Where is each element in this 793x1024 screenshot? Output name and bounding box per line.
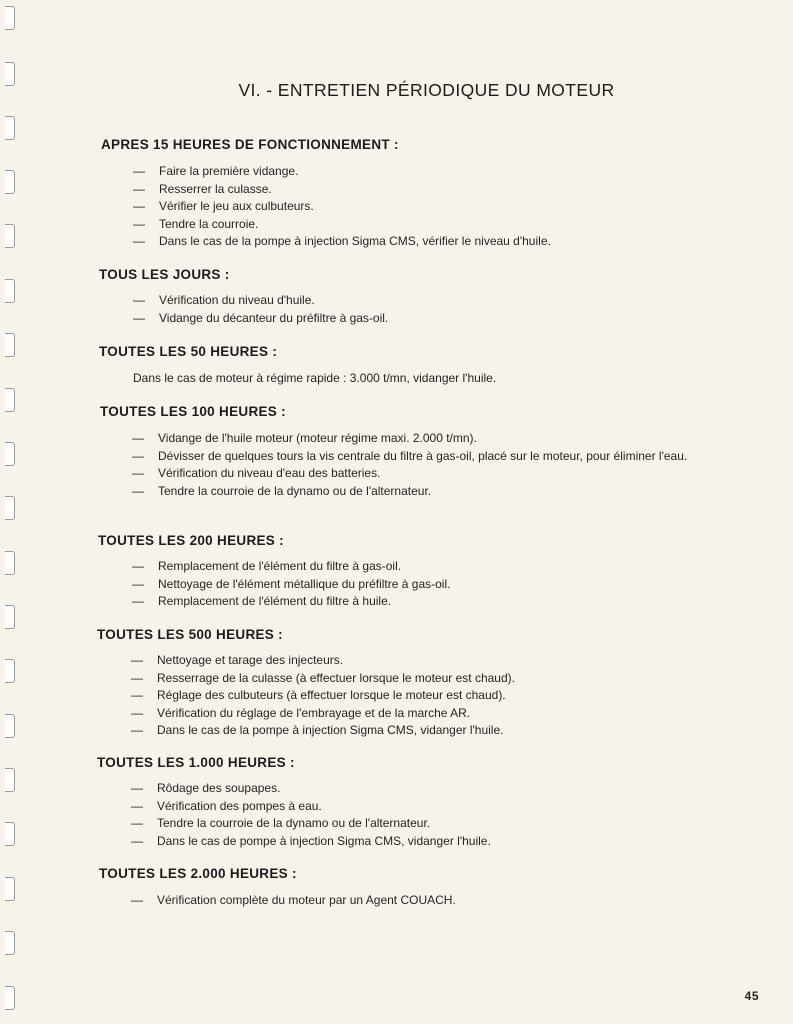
section-heading: TOUTES LES 50 HEURES :: [99, 344, 278, 359]
binding-hole: [5, 605, 15, 629]
dash: —: [131, 893, 143, 907]
dash: —: [133, 181, 145, 196]
item-text: Vérifier le jeu aux culbuteurs.: [159, 199, 314, 214]
binding-hole: [5, 442, 15, 466]
section-heading: TOUTES LES 2.000 HEURES :: [99, 866, 297, 881]
binding-hole: [5, 116, 15, 140]
binding-hole: [5, 496, 15, 520]
dash: —: [131, 670, 143, 685]
item-text: Dans le cas de pompe à injection Sigma CMS, vidanger l'huile.: [157, 833, 491, 848]
list-item: [133, 233, 551, 251]
item-text: Vérification complète du moteur par un Agent COUACH.: [157, 893, 456, 907]
page-number: 45: [744, 989, 759, 1003]
item-text: Remplacement de l'élément du filtre à gas-oil.: [158, 559, 402, 573]
item-text: Resserrer la culasse.: [159, 181, 272, 196]
list-item: [132, 465, 752, 483]
list-item: [133, 198, 551, 216]
item-text: Vidange du décanteur du préfiltre à gas-oil.: [159, 310, 389, 325]
dash: —: [131, 705, 143, 720]
dash: —: [132, 483, 144, 498]
item-text: Dans le cas de la pompe à injection Sigma CMS, vidanger l'huile.: [157, 723, 504, 738]
section-heading: TOUTES LES 500 HEURES :: [97, 627, 283, 642]
dash: —: [132, 576, 144, 591]
binding-hole: [5, 388, 15, 412]
binding-hole: [5, 333, 15, 357]
dash: —: [132, 466, 144, 481]
binding-hole: [5, 659, 15, 683]
page-title: VI. - ENTRETIEN PÉRIODIQUE DU MOTEUR: [238, 80, 615, 100]
list-item: [132, 558, 450, 576]
item-text: Vidange de l'huile moteur (moteur régime maxi. 2.000 t/mn).: [158, 431, 477, 445]
section-heading: APRES 15 HEURES DE FONCTIONNEMENT :: [101, 137, 399, 152]
binding-hole: [5, 224, 15, 248]
list-item: [131, 798, 491, 816]
item-text: Vérification du réglage de l'embrayage et de la marche AR.: [157, 705, 471, 720]
dash: —: [131, 688, 143, 703]
list-item: [133, 292, 388, 310]
list-item: [131, 652, 515, 670]
list-item: [131, 705, 515, 723]
list-item: [133, 310, 388, 328]
list-item: [132, 483, 752, 501]
binding-hole: [5, 6, 15, 30]
item-text: Nettoyage et tarage des injecteurs.: [157, 653, 344, 667]
list-item: [132, 430, 752, 448]
binding-hole: [5, 822, 15, 846]
list-item: [131, 670, 515, 688]
section-heading: TOUS LES JOURS :: [99, 267, 230, 282]
item-text: Dévisser de quelques tours la vis centrale du filtre à gas-oil, placé sur le moteur, pour éliminer l'eau.: [158, 448, 688, 463]
item-text: Resserrage de la culasse (à effectuer lorsque le moteur est chaud).: [157, 670, 515, 685]
item-text: Vérification du niveau d'huile.: [159, 293, 315, 307]
dash: —: [132, 559, 144, 573]
binding-hole: [5, 279, 15, 303]
dash: —: [131, 653, 143, 667]
dash: —: [131, 798, 143, 813]
binding-hole: [5, 551, 15, 575]
binding-hole: [5, 931, 15, 955]
item-text: Vérification du niveau d'eau des batteries.: [158, 466, 381, 481]
section-heading: TOUTES LES 200 HEURES :: [98, 533, 284, 548]
dash: —: [132, 594, 144, 609]
section-text: Dans le cas de moteur à régime rapide : 3.000 t/mn, vidanger l'huile.: [133, 371, 497, 385]
section-items: [133, 163, 551, 251]
dash: —: [133, 164, 145, 178]
binding-hole: [5, 714, 15, 738]
binding-hole: [5, 170, 15, 194]
list-item: [132, 576, 450, 594]
list-item: [131, 687, 515, 705]
item-text: Tendre la courroie de la dynamo ou de l'alternateur.: [157, 816, 431, 831]
binding-hole: [5, 877, 15, 901]
list-item: [131, 833, 491, 851]
dash: —: [133, 234, 145, 249]
item-text: Dans le cas de la pompe à injection Sigma CMS, vérifier le niveau d'huile.: [159, 234, 551, 249]
list-item: [133, 163, 551, 181]
list-item: [131, 722, 515, 740]
item-text: Réglage des culbuteurs (à effectuer lorsque le moteur est chaud).: [157, 688, 506, 703]
item-text: Faire la première vidange.: [159, 164, 299, 178]
item-text: Nettoyage de l'élément métallique du préfiltre à gas-oil.: [158, 576, 451, 591]
section-heading: TOUTES LES 100 HEURES :: [100, 404, 286, 419]
section-items: [131, 780, 491, 850]
dash: —: [131, 781, 143, 795]
section-items: [131, 892, 456, 910]
dash: —: [132, 448, 144, 463]
item-text: Rôdage des soupapes.: [157, 781, 281, 795]
dash: —: [133, 310, 145, 325]
list-item: [131, 815, 491, 833]
binding-hole: [5, 768, 15, 792]
dash: —: [132, 431, 144, 445]
dash: —: [131, 833, 143, 848]
dash: —: [133, 199, 145, 214]
item-text: Vérification des pompes à eau.: [157, 798, 322, 813]
section-items: [132, 558, 450, 611]
list-item: [133, 216, 551, 234]
list-item: [132, 593, 450, 611]
item-text: Remplacement de l'élément du filtre à huile.: [158, 594, 392, 609]
dash: —: [131, 723, 143, 738]
section-items: [133, 292, 388, 327]
dash: —: [133, 293, 145, 307]
section-heading: TOUTES LES 1.000 HEURES :: [97, 755, 295, 770]
spiral-binding: [0, 0, 22, 1024]
item-text: Tendre la courroie.: [159, 216, 259, 231]
dash: —: [133, 216, 145, 231]
list-item: [133, 181, 551, 199]
dash: —: [131, 816, 143, 831]
section-items: [132, 430, 752, 500]
list-item: [131, 780, 491, 798]
list-item: [132, 448, 752, 466]
list-item: [131, 892, 456, 910]
binding-hole: [5, 986, 15, 1010]
item-text: Tendre la courroie de la dynamo ou de l'alternateur.: [158, 483, 432, 498]
section-items: [131, 652, 515, 740]
